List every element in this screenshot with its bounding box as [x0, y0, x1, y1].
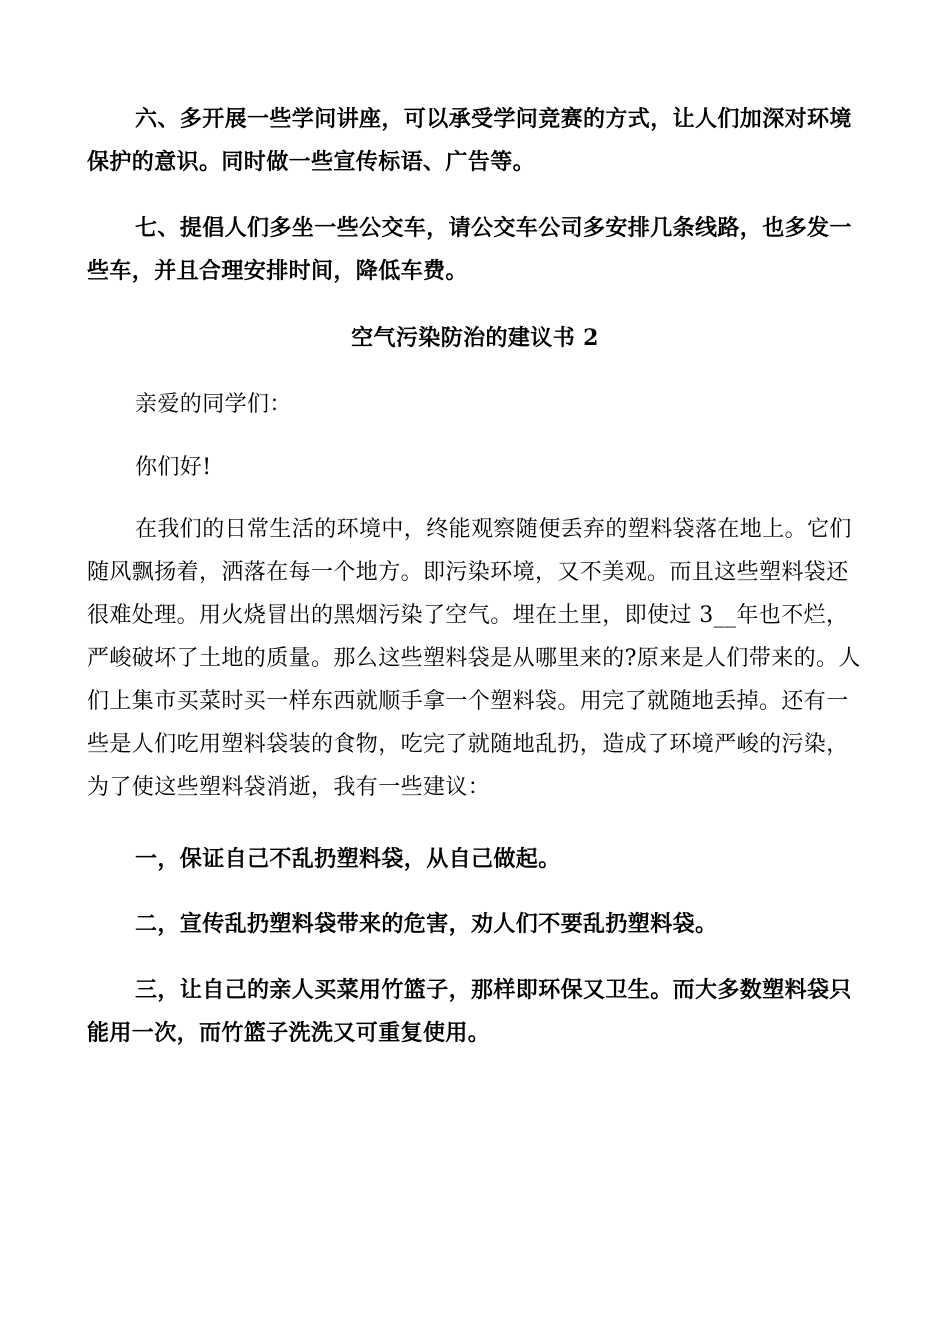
suggestion-seven-paragraph: 七、提倡人们多坐一些公交车，请公交车公司多安排几条线路，也多发一些车，并且合理安排时间，降低车费。 — [87, 215, 852, 284]
document-title: 空气污染防治的建议书 2 — [351, 325, 599, 351]
point-two-paragraph: 二，宣传乱扔塑料袋带来的危害，劝人们不要乱扔塑料袋。 — [135, 911, 718, 937]
body-paragraph: 在我们的日常生活的环境中，终能观察随便丢弃的塑料袋落在地上。它们随风飘扬着，洒落在每一个地方。即污染环境，又不美观。而且这些塑料袋还很难处理。用火烧冒出的黑烟污染了空气。埋在土里，即使过 3__年也不烂，严峻破坏了土地的质量。那么这些塑料袋是从哪里来的?原来是人们带来的。人们上集市买菜时买一样东西就顺手拿一个塑料袋。用完了就随地丢掉。还有一些是人们吃用塑料袋装的食物，吃完了就随地乱扔，造成了环境严峻的污染，为了使这些塑料袋消逝，我有一些建议： — [87, 517, 861, 800]
salutation: 亲爱的同学们： — [135, 392, 292, 417]
point-one-paragraph: 一，保证自己不乱扔塑料袋，从自己做起。 — [135, 846, 561, 872]
point-three-paragraph: 三，让自己的亲人买菜用竹篮子，那样即环保又卫生。而大多数塑料袋只能用一次，而竹篮子洗洗又可重复使用。 — [87, 977, 852, 1046]
suggestion-six-paragraph: 六、多开展一些学问讲座，可以承受学问竞赛的方式，让人们加深对环境保护的意识。同时做一些宣传标语、广告等。 — [87, 106, 852, 175]
greeting: 你们好! — [135, 455, 212, 480]
